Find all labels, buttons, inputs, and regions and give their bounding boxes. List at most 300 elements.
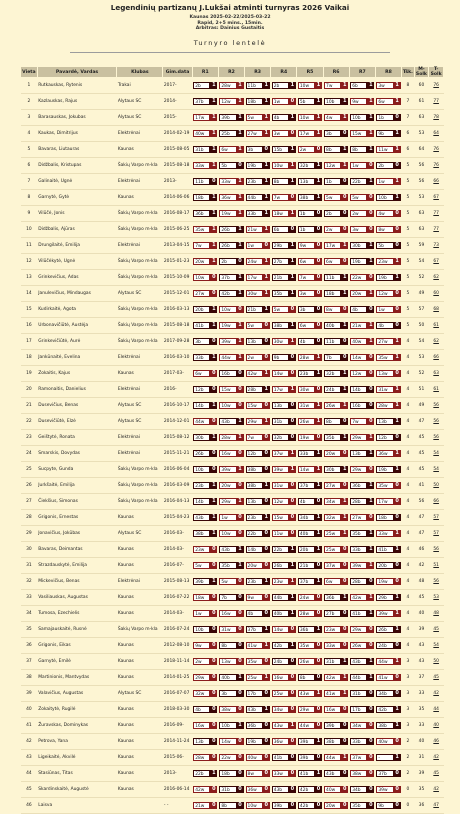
opponent-number[interactable]: 6w (219, 146, 236, 153)
opponent-number[interactable]: 16b (350, 402, 367, 409)
opponent-number[interactable]: 32b (298, 162, 315, 169)
opponent-number[interactable]: 41b (272, 754, 289, 761)
opponent-number[interactable]: 1w (219, 514, 236, 521)
opponent-number[interactable]: 39b (219, 114, 236, 121)
total-solkoff[interactable]: 45 (429, 766, 444, 782)
opponent-number[interactable]: 17w (298, 130, 315, 137)
opponent-number[interactable]: 35b (324, 434, 341, 441)
total-solkoff[interactable]: 62 (429, 334, 444, 350)
opponent-number[interactable]: 41b (193, 322, 210, 329)
opponent-number[interactable]: 9b (376, 130, 393, 137)
opponent-number[interactable]: 20b (193, 306, 210, 313)
opponent-number[interactable]: 12w (219, 98, 236, 105)
opponent-number[interactable]: 28w (193, 754, 210, 761)
opponent-number[interactable]: 4b (246, 610, 263, 617)
opponent-number[interactable]: 29w (350, 434, 367, 441)
opponent-number[interactable]: 4b (376, 322, 393, 329)
opponent-number[interactable]: 36b (193, 210, 210, 217)
opponent-number[interactable]: 27w (376, 338, 393, 345)
total-solkoff[interactable]: 68 (429, 302, 444, 318)
opponent-number[interactable]: 26w (298, 658, 315, 665)
opponent-number[interactable]: 27w (246, 130, 263, 137)
opponent-number[interactable]: 2b (272, 82, 289, 89)
opponent-number[interactable]: 33b (350, 738, 367, 745)
player-name[interactable]: Sucpyte, Gunda (37, 462, 117, 478)
opponent-number[interactable]: 36w (246, 786, 263, 793)
opponent-number[interactable]: 40w (193, 130, 210, 137)
total-solkoff[interactable]: 44 (429, 702, 444, 718)
opponent-number[interactable]: 31b (324, 658, 341, 665)
opponent-number[interactable]: 7w (298, 274, 315, 281)
player-name[interactable]: Kudirkaitė, Agota (37, 302, 117, 318)
column-header[interactable]: Tšk. (402, 67, 415, 78)
total-solkoff[interactable]: 56 (429, 542, 444, 558)
opponent-number[interactable]: 13b (193, 738, 210, 745)
total-solkoff[interactable]: 76 (429, 78, 444, 94)
opponent-number[interactable]: 37b (246, 626, 263, 633)
player-name[interactable]: Smarskis, Dovydas (37, 446, 117, 462)
column-header[interactable]: Klubas (117, 67, 163, 78)
player-name[interactable]: Grigonis, Eikas (37, 638, 117, 654)
opponent-number[interactable]: 17w (272, 386, 289, 393)
opponent-number[interactable]: 42w (246, 370, 263, 377)
opponent-number[interactable]: 6b (272, 226, 289, 233)
opponent-number[interactable]: 35b (350, 802, 367, 809)
opponent-number[interactable]: 37w (272, 450, 289, 457)
opponent-number[interactable]: 28w (298, 354, 315, 361)
opponent-number[interactable]: 27w (350, 514, 367, 521)
opponent-number[interactable]: 15w (219, 386, 236, 393)
opponent-number[interactable]: 35b (219, 562, 236, 569)
opponent-number[interactable]: 19w (298, 434, 315, 441)
opponent-number[interactable]: 35w (193, 226, 210, 233)
player-name[interactable]: Žuravskas, Dominykas (37, 718, 117, 734)
opponent-number[interactable]: 14b (246, 546, 263, 553)
opponent-number[interactable]: 22b (350, 178, 367, 185)
opponent-number[interactable]: 18b (324, 290, 341, 297)
total-solkoff[interactable]: 56 (429, 414, 444, 430)
opponent-number[interactable]: 31w (298, 402, 315, 409)
opponent-number[interactable]: 16w (272, 674, 289, 681)
opponent-number[interactable]: 10b (324, 98, 341, 105)
opponent-number[interactable]: 8b (219, 642, 236, 649)
opponent-number[interactable]: 20w (219, 482, 236, 489)
opponent-number[interactable]: 38b (376, 722, 393, 729)
player-name[interactable]: Zokaitytė, Rugilė (37, 702, 117, 718)
total-solkoff[interactable]: 42 (429, 782, 444, 798)
opponent-number[interactable]: 33w (193, 162, 210, 169)
opponent-number[interactable]: 3b (324, 130, 341, 137)
opponent-number[interactable]: 38b (246, 482, 263, 489)
opponent-number[interactable]: 20w (324, 450, 341, 457)
opponent-number[interactable]: 14w (219, 738, 236, 745)
opponent-number[interactable]: 12w (324, 162, 341, 169)
opponent-number[interactable]: 31b (219, 786, 236, 793)
total-solkoff[interactable]: 77 (429, 94, 444, 110)
player-name[interactable]: Kazlauskas, Rajus (37, 94, 117, 110)
opponent-number[interactable]: 34w (272, 706, 289, 713)
player-name[interactable]: Vasiliauskas, Augustas (37, 590, 117, 606)
player-name[interactable]: Petrova, Yana (37, 734, 117, 750)
opponent-number[interactable]: 20w (350, 290, 367, 297)
opponent-number[interactable]: 26b (219, 226, 236, 233)
opponent-number[interactable]: 31b (272, 418, 289, 425)
opponent-number[interactable]: 24w (246, 258, 263, 265)
opponent-number[interactable]: 14w (272, 370, 289, 377)
opponent-number[interactable]: 33w (376, 530, 393, 537)
opponent-number[interactable]: 9w (246, 594, 263, 601)
opponent-number[interactable]: 25w (272, 690, 289, 697)
opponent-number[interactable]: 14b (350, 386, 367, 393)
player-name[interactable]: Didžbalis, Ajūras (37, 222, 117, 238)
opponent-number[interactable]: 3b (246, 146, 263, 153)
opponent-number[interactable]: 40w (350, 338, 367, 345)
opponent-number[interactable]: 5w (219, 578, 236, 585)
opponent-number[interactable]: 18b (246, 98, 263, 105)
opponent-number[interactable]: 6w (324, 578, 341, 585)
opponent-number[interactable]: 3w (272, 130, 289, 137)
total-solkoff[interactable]: 56 (429, 574, 444, 590)
opponent-number[interactable]: 5w (350, 194, 367, 201)
total-solkoff[interactable]: 64 (429, 126, 444, 142)
opponent-number[interactable]: 1w (350, 162, 367, 169)
opponent-number[interactable]: 36b (246, 722, 263, 729)
opponent-number[interactable]: 29w (246, 418, 263, 425)
opponent-number[interactable]: 40w (246, 754, 263, 761)
opponent-number[interactable]: 11w (272, 530, 289, 537)
opponent-number[interactable]: 30w (272, 338, 289, 345)
column-header[interactable]: T-Solk (430, 67, 442, 77)
opponent-number[interactable]: 36b (298, 626, 315, 633)
opponent-number[interactable]: 15b (272, 146, 289, 153)
opponent-number[interactable]: 44w (219, 354, 236, 361)
opponent-number[interactable]: 13b (298, 178, 315, 185)
opponent-number[interactable]: 1w (193, 610, 210, 617)
opponent-number[interactable]: 4b (272, 114, 289, 121)
player-name[interactable]: Garnytė, Gytė (37, 190, 117, 206)
column-header[interactable]: R2 (218, 67, 244, 78)
total-solkoff[interactable]: 62 (429, 270, 444, 286)
opponent-number[interactable]: 8b (219, 802, 236, 809)
opponent-number[interactable]: 31b (193, 146, 210, 153)
opponent-number[interactable]: 39b (298, 738, 315, 745)
opponent-number[interactable]: 9w (350, 98, 367, 105)
opponent-number[interactable]: 34w (324, 498, 341, 505)
opponent-number[interactable]: 33b (350, 546, 367, 553)
opponent-number[interactable]: 43b (193, 514, 210, 521)
opponent-number[interactable]: 6w (298, 258, 315, 265)
total-solkoff[interactable]: 66 (429, 494, 444, 510)
opponent-number[interactable]: 31w (376, 386, 393, 393)
opponent-number[interactable]: 19w (376, 578, 393, 585)
player-name[interactable]: Stasiūnas, Titas (37, 766, 117, 782)
total-solkoff[interactable]: 56 (429, 398, 444, 414)
opponent-number[interactable]: 21w (350, 322, 367, 329)
total-solkoff[interactable]: 54 (429, 638, 444, 654)
opponent-number[interactable]: 14w (272, 626, 289, 633)
opponent-number[interactable]: 1b (298, 210, 315, 217)
opponent-number[interactable]: 29w (350, 466, 367, 473)
opponent-number[interactable]: 1w (272, 98, 289, 105)
opponent-number[interactable]: 10w (219, 530, 236, 537)
opponent-number[interactable]: 4b (298, 498, 315, 505)
opponent-number[interactable]: 1w (376, 178, 393, 185)
opponent-number[interactable]: 12b (193, 386, 210, 393)
opponent-number[interactable]: 39b (272, 802, 289, 809)
total-solkoff[interactable]: 66 (429, 174, 444, 190)
opponent-number[interactable]: 30b (350, 242, 367, 249)
total-solkoff[interactable]: 66 (429, 350, 444, 366)
column-header[interactable]: M-Solk (415, 67, 427, 77)
opponent-number[interactable]: 3b (298, 306, 315, 313)
opponent-number[interactable]: 26w (298, 418, 315, 425)
total-solkoff[interactable]: 76 (429, 158, 444, 174)
opponent-number[interactable]: 15w (272, 514, 289, 521)
opponent-number[interactable]: 29w (219, 498, 236, 505)
opponent-number[interactable]: 41b (376, 546, 393, 553)
opponent-number[interactable]: 12w (272, 498, 289, 505)
opponent-number[interactable]: 41b (298, 770, 315, 777)
opponent-number[interactable]: 6w (298, 322, 315, 329)
player-name[interactable]: Grigonis, Ernestas (37, 510, 117, 526)
opponent-number[interactable]: 24w (298, 594, 315, 601)
opponent-number[interactable]: 32w (193, 690, 210, 697)
opponent-number[interactable]: 28w (298, 610, 315, 617)
total-solkoff[interactable]: 42 (429, 750, 444, 766)
opponent-number[interactable]: 23b (246, 514, 263, 521)
opponent-number[interactable]: 39b (298, 754, 315, 761)
opponent-number[interactable]: 24b (376, 642, 393, 649)
opponent-number[interactable]: 2b (376, 162, 393, 169)
opponent-number[interactable]: - (376, 754, 393, 761)
opponent-number[interactable]: 14b (193, 498, 210, 505)
opponent-number[interactable]: 38b (246, 466, 263, 473)
player-name[interactable]: Laisva (37, 798, 117, 814)
opponent-number[interactable]: 24b (324, 386, 341, 393)
opponent-number[interactable]: 23w (272, 578, 289, 585)
opponent-number[interactable]: 5w (324, 194, 341, 201)
opponent-number[interactable]: 5b (219, 162, 236, 169)
opponent-number[interactable]: 22w (350, 274, 367, 281)
opponent-number[interactable]: 40b (219, 674, 236, 681)
opponent-number[interactable]: 34b (350, 786, 367, 793)
total-solkoff[interactable]: 56 (429, 430, 444, 446)
opponent-number[interactable]: 1b (298, 226, 315, 233)
opponent-number[interactable]: 28w (219, 434, 236, 441)
opponent-number[interactable]: 26b (376, 626, 393, 633)
opponent-number[interactable]: 36w (376, 450, 393, 457)
opponent-number[interactable]: 42w (193, 786, 210, 793)
opponent-number[interactable]: 13w (376, 370, 393, 377)
opponent-number[interactable]: 44b (246, 194, 263, 201)
opponent-number[interactable]: 39w (219, 466, 236, 473)
opponent-number[interactable]: 17b (246, 690, 263, 697)
opponent-number[interactable]: 35b (272, 290, 289, 297)
total-solkoff[interactable]: 45 (429, 622, 444, 638)
opponent-number[interactable]: 4w (324, 114, 341, 121)
opponent-number[interactable]: 18b (376, 514, 393, 521)
opponent-number[interactable]: 15w (350, 130, 367, 137)
total-solkoff[interactable]: 50 (429, 478, 444, 494)
opponent-number[interactable]: 32w (324, 514, 341, 521)
opponent-number[interactable]: 2b (324, 210, 341, 217)
opponent-number[interactable]: 42b (272, 642, 289, 649)
player-name[interactable]: Bavaras, Deimantas (37, 542, 117, 558)
opponent-number[interactable]: 26w (324, 402, 341, 409)
opponent-number[interactable]: 36b (324, 594, 341, 601)
opponent-number[interactable]: 10b (376, 194, 393, 201)
opponent-number[interactable]: 8b (272, 178, 289, 185)
opponent-number[interactable]: 8w (246, 770, 263, 777)
column-header[interactable]: R4 (271, 67, 297, 78)
opponent-number[interactable]: 28b (350, 498, 367, 505)
opponent-number[interactable]: 23w (376, 258, 393, 265)
opponent-number[interactable]: 37b (193, 98, 210, 105)
player-name[interactable]: Drungilaitė, Emilija (37, 238, 117, 254)
player-name[interactable]: Galinaitė, Ugnė (37, 174, 117, 190)
opponent-number[interactable]: 5b (298, 98, 315, 105)
total-solkoff[interactable]: 53 (429, 590, 444, 606)
opponent-number[interactable]: 39b (193, 578, 210, 585)
opponent-number[interactable]: 1w (246, 242, 263, 249)
opponent-number[interactable]: 2w (350, 210, 367, 217)
total-solkoff[interactable]: 60 (429, 286, 444, 302)
opponent-number[interactable]: 28w (219, 82, 236, 89)
column-header[interactable]: R6 (323, 67, 349, 78)
opponent-number[interactable]: 4b (193, 706, 210, 713)
opponent-number[interactable]: 10w (219, 402, 236, 409)
opponent-number[interactable]: 33w (219, 178, 236, 185)
opponent-number[interactable]: 5b (376, 242, 393, 249)
total-solkoff[interactable]: 76 (429, 142, 444, 158)
column-header[interactable]: Pavardė, Vardas (37, 67, 117, 78)
player-name[interactable]: Barasauskas, Jokubas (37, 110, 117, 126)
player-name[interactable]: Strazdauskytė, Emilija (37, 558, 117, 574)
total-solkoff[interactable]: 67 (429, 190, 444, 206)
opponent-number[interactable]: 5w (272, 306, 289, 313)
opponent-number[interactable]: 6w (324, 258, 341, 265)
opponent-number[interactable]: 23b (298, 370, 315, 377)
opponent-number[interactable]: 36b (350, 482, 367, 489)
opponent-number[interactable]: 43b (219, 418, 236, 425)
opponent-number[interactable]: 8b (298, 674, 315, 681)
opponent-number[interactable]: 43b (272, 786, 289, 793)
opponent-number[interactable]: 21w (246, 226, 263, 233)
opponent-number[interactable]: 8b (350, 146, 367, 153)
opponent-number[interactable]: 39w (219, 338, 236, 345)
opponent-number[interactable]: 3w (350, 226, 367, 233)
opponent-number[interactable]: 14b (193, 402, 210, 409)
opponent-number[interactable]: 2w (246, 354, 263, 361)
player-name[interactable]: Urbonavičiūtė, Austėja (37, 318, 117, 334)
opponent-number[interactable]: 19b (376, 466, 393, 473)
opponent-number[interactable]: 8w (324, 306, 341, 313)
total-solkoff[interactable]: 45 (429, 670, 444, 686)
opponent-number[interactable]: 35b (350, 530, 367, 537)
opponent-number[interactable]: 37b (298, 578, 315, 585)
opponent-number[interactable]: 10b (219, 722, 236, 729)
total-solkoff[interactable]: 42 (429, 686, 444, 702)
opponent-number[interactable]: 10w (298, 114, 315, 121)
opponent-number[interactable]: 41w (324, 690, 341, 697)
opponent-number[interactable]: 12w (376, 290, 393, 297)
opponent-number[interactable]: 23b (246, 578, 263, 585)
opponent-number[interactable]: 36w (272, 738, 289, 745)
player-name[interactable]: Janulevičius, Mindaugas (37, 286, 117, 302)
opponent-number[interactable]: 40b (272, 610, 289, 617)
opponent-number[interactable]: 38b (324, 738, 341, 745)
opponent-number[interactable]: 42b (376, 706, 393, 713)
player-name[interactable]: Vilūčė, Jonis (37, 206, 117, 222)
opponent-number[interactable]: 39b (324, 722, 341, 729)
opponent-number[interactable]: 20b (376, 562, 393, 569)
opponent-number[interactable]: 9b (272, 354, 289, 361)
opponent-number[interactable]: 37b (219, 274, 236, 281)
opponent-number[interactable]: 33b (298, 450, 315, 457)
total-solkoff[interactable]: 51 (429, 558, 444, 574)
opponent-number[interactable]: 3w (376, 82, 393, 89)
player-name[interactable]: Bavaras, Liutauras (37, 142, 117, 158)
player-name[interactable]: Mickevičius, Benas (37, 574, 117, 590)
opponent-number[interactable]: 41w (376, 674, 393, 681)
opponent-number[interactable]: 1w (376, 306, 393, 313)
opponent-number[interactable]: 9w (193, 642, 210, 649)
opponent-number[interactable]: 44w (376, 658, 393, 665)
column-header[interactable]: R5 (297, 67, 323, 78)
player-name[interactable]: Garnytė, Emilė (37, 654, 117, 670)
opponent-number[interactable]: 37w (350, 754, 367, 761)
opponent-number[interactable]: 14w (350, 354, 367, 361)
player-name[interactable]: Didžbalis, Kristupas (37, 158, 117, 174)
opponent-number[interactable]: 16w (219, 450, 236, 457)
opponent-number[interactable]: 33b (193, 354, 210, 361)
opponent-number[interactable]: 8b (324, 146, 341, 153)
opponent-number[interactable]: 23b (193, 482, 210, 489)
opponent-number[interactable]: 9w (298, 242, 315, 249)
opponent-number[interactable]: 3b (193, 338, 210, 345)
player-name[interactable]: Kaukas, Dimitrijus (37, 126, 117, 142)
opponent-number[interactable]: 39w (376, 610, 393, 617)
opponent-number[interactable]: 3w (298, 290, 315, 297)
opponent-number[interactable]: 19b (350, 258, 367, 265)
opponent-number[interactable]: 43b (350, 658, 367, 665)
opponent-number[interactable]: 30w (246, 290, 263, 297)
opponent-number[interactable]: 34w (350, 722, 367, 729)
opponent-number[interactable]: 19w (219, 210, 236, 217)
opponent-number[interactable]: 17b (350, 706, 367, 713)
opponent-number[interactable]: 42b (298, 786, 315, 793)
opponent-number[interactable]: 8w (376, 226, 393, 233)
opponent-number[interactable]: 14w (298, 466, 315, 473)
opponent-number[interactable]: 13b (272, 402, 289, 409)
opponent-number[interactable]: 21b (246, 306, 263, 313)
opponent-number[interactable]: 16b (219, 370, 236, 377)
opponent-number[interactable]: 31w (272, 482, 289, 489)
opponent-number[interactable]: 23w (193, 546, 210, 553)
opponent-number[interactable]: 2b (219, 258, 236, 265)
opponent-number[interactable]: 19b (246, 738, 263, 745)
opponent-number[interactable]: 36w (219, 194, 236, 201)
player-name[interactable]: Zokaitis, Kajus (37, 366, 117, 382)
opponent-number[interactable]: 13b (350, 450, 367, 457)
opponent-number[interactable]: 43b (324, 770, 341, 777)
opponent-number[interactable]: 35w (246, 658, 263, 665)
opponent-number[interactable]: 2w (324, 226, 341, 233)
total-solkoff[interactable]: 40 (429, 718, 444, 734)
opponent-number[interactable]: 13b (246, 498, 263, 505)
total-solkoff[interactable]: 57 (429, 510, 444, 526)
opponent-number[interactable]: 44w (193, 418, 210, 425)
